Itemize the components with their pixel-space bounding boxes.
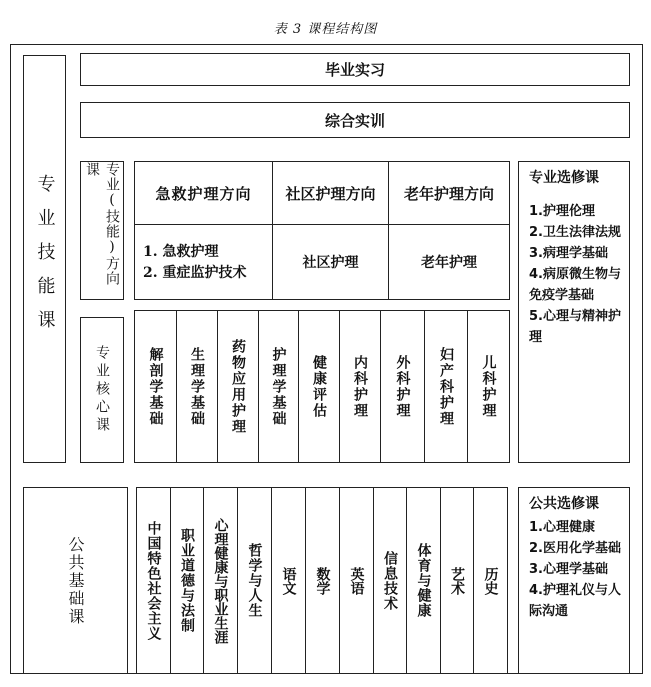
directions-table	[134, 161, 510, 300]
core-course: 护理学基础	[259, 311, 299, 462]
direction-header-community: 社区护理方向	[285, 184, 376, 203]
public-course: 职业道德与法制	[171, 488, 204, 673]
core-course: 内科护理	[340, 311, 381, 462]
list-item: 4.护理礼仪与人际沟通	[529, 583, 621, 619]
list-item: 1. 急救护理	[143, 244, 219, 260]
direction-courses-elderly: 老年护理	[421, 255, 477, 271]
public-courses-table	[136, 487, 508, 674]
public-elective-box	[518, 487, 630, 674]
list-item: 1.心理健康	[529, 520, 595, 535]
public-course: 体育与健康	[407, 488, 441, 673]
core-course: 生理学基础	[177, 311, 218, 462]
public-elective-title: 公共选修课	[529, 496, 599, 512]
public-course: 心理健康与职业生涯	[204, 488, 238, 673]
core-courses-table	[134, 310, 510, 463]
list-item: 1.护理伦理	[529, 204, 595, 219]
direction-courses-community: 社区护理	[302, 255, 359, 271]
list-item: 3.病理学基础	[529, 246, 608, 261]
professional-skills-label: 专业技能课	[23, 55, 66, 463]
list-item: 5.心理与精神护理	[529, 309, 621, 345]
public-course: 艺术	[441, 488, 474, 673]
core-course: 解剖学基础	[135, 311, 177, 462]
core-course: 健康评估	[299, 311, 340, 462]
professional-elective-title: 专业选修课	[529, 170, 599, 186]
public-course: 哲学与人生	[238, 488, 272, 673]
internship-box	[80, 53, 630, 86]
table-caption: 表 3 课程结构图	[273, 22, 378, 37]
core-course: 药物应用护理	[218, 311, 259, 462]
public-course: 历史	[482, 566, 499, 595]
direction-courses-label: 专业(技能)方向课	[80, 161, 124, 300]
core-course: 妇产科护理	[425, 311, 468, 462]
public-course: 语文	[272, 488, 306, 673]
internship-label: 毕业实习	[324, 61, 385, 79]
comprehensive-training-label: 综合实训	[324, 111, 385, 130]
professional-elective-box	[518, 161, 630, 463]
public-course: 中国特色社会主义	[137, 488, 171, 673]
list-item: 2.卫生法律法规	[529, 225, 621, 240]
list-item: 4.病原微生物与免疫学基础	[529, 267, 621, 303]
comprehensive-training-box	[80, 102, 630, 138]
list-item: 2.医用化学基础	[529, 541, 621, 556]
list-item: 2. 重症监护技术	[143, 265, 247, 281]
core-course: 儿科护理	[480, 354, 497, 419]
core-course: 外科护理	[381, 311, 425, 462]
public-course: 信息技术	[374, 488, 407, 673]
public-course: 数学	[306, 488, 340, 673]
direction-header-emergency: 急救护理方向	[155, 184, 252, 203]
public-course: 英语	[340, 488, 374, 673]
list-item: 3.心理学基础	[529, 562, 608, 577]
direction-header-elderly: 老年护理方向	[403, 184, 494, 203]
direction-courses-emergency	[143, 242, 271, 284]
public-basic-label: 公共基础课	[23, 487, 128, 674]
core-courses-label: 专业核心课	[80, 317, 124, 463]
